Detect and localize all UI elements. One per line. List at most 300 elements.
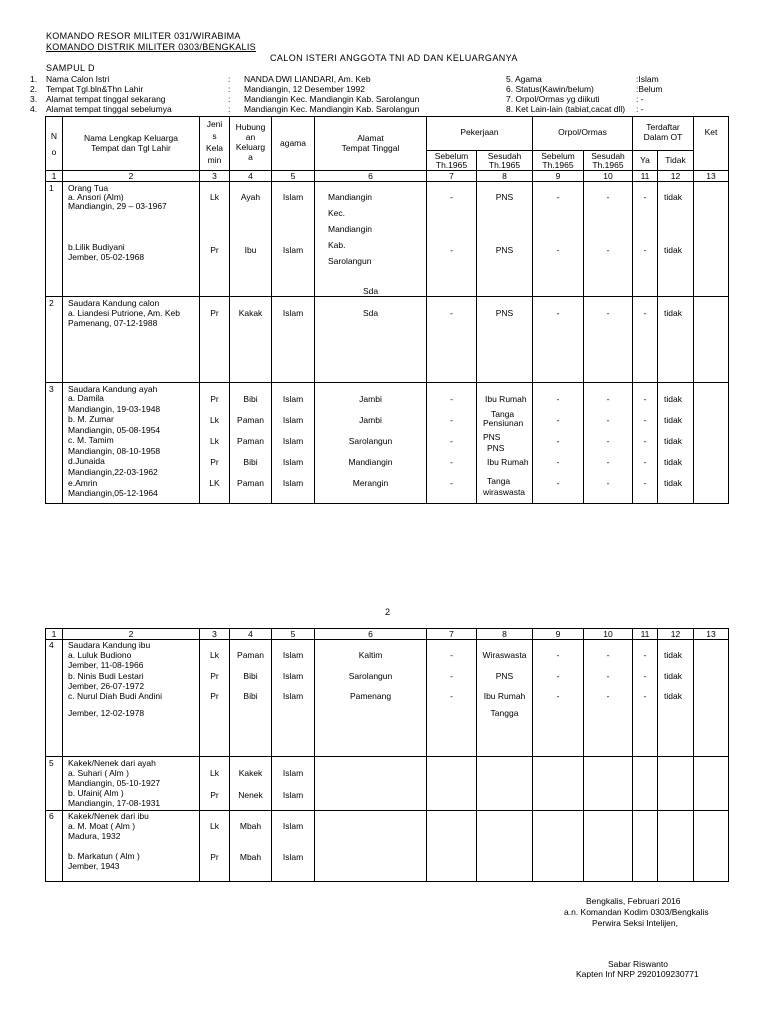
religion: Islam	[282, 671, 304, 681]
sub-sesudah	[584, 151, 632, 170]
relation: Mbah	[239, 821, 262, 831]
orpol-after: -	[606, 457, 610, 467]
orpol-after: -	[606, 671, 610, 681]
registered-ya: -	[643, 308, 647, 318]
info-right-value: : -	[636, 104, 644, 114]
col-num: 10	[584, 171, 633, 182]
header-text: an	[245, 132, 256, 142]
info-right-label: 7. Orpol/Ormas yg diikuti	[506, 94, 600, 104]
table-row	[46, 297, 729, 383]
orpol-after: -	[606, 394, 610, 404]
sign-place-date: Bengkalis, Februari 2016	[586, 896, 681, 906]
work-before: -	[450, 457, 453, 467]
col-num: 10	[584, 629, 633, 640]
header-text: Dalam OT	[643, 132, 683, 142]
col-num: 6	[315, 171, 427, 182]
col-num: 7	[427, 171, 477, 182]
document-title: CALON ISTERI ANGGOTA TNI AD DAN KELUARGANYA	[270, 53, 518, 63]
info-row	[0, 84, 768, 94]
group-title: Saudara Kandung ayah	[68, 384, 158, 394]
info-colon: :	[228, 74, 231, 84]
registered-tidak: tidak	[664, 245, 682, 255]
orpol-before: -	[556, 691, 560, 701]
info-row	[0, 94, 768, 104]
registered-tidak: tidak	[664, 394, 682, 404]
header-text: Th.1965	[592, 160, 624, 170]
work-after: PNS	[495, 192, 514, 202]
header-text: Orpol/Ormas	[558, 127, 607, 137]
header-text: Kela	[205, 143, 223, 153]
info-colon: :	[228, 94, 231, 104]
person-name: a. Luluk Budiono	[68, 650, 132, 660]
info-value: Mandiangin, 12 Desember 1992	[244, 84, 365, 94]
work-before: -	[450, 671, 453, 681]
person-name: a. Ansori (Alm)	[68, 192, 124, 202]
relation: Kakek	[238, 768, 263, 778]
work-after: Ibu Rumah	[483, 691, 526, 701]
table-row	[46, 182, 729, 297]
header-text: Th.1965	[542, 160, 574, 170]
table-row	[46, 640, 729, 757]
info-colon: :	[228, 84, 231, 94]
person-name: a. Damila	[68, 393, 104, 403]
work-after: Ibu Rumah	[485, 394, 527, 404]
address-line: Kab.	[328, 240, 346, 250]
column-number-row	[46, 171, 729, 182]
relation: Bibi	[243, 691, 258, 701]
registered-tidak: tidak	[664, 308, 682, 318]
col-num: 11	[633, 171, 658, 182]
col-num: 2	[63, 171, 200, 182]
registered-ya: -	[643, 671, 647, 681]
person-name: b. Ninis Budi Lestari	[68, 671, 144, 681]
info-label: Alamat tempat tinggal sekarang	[46, 94, 166, 104]
address-line: Mandiangin	[348, 457, 393, 467]
orpol-after: -	[606, 415, 610, 425]
work-after: PNS	[483, 432, 501, 442]
person-birth: Madura, 1932	[68, 831, 121, 841]
registered-ya: -	[643, 415, 647, 425]
orpol-before: -	[556, 192, 560, 202]
work-before: -	[450, 691, 453, 701]
gender: Pr	[210, 245, 219, 255]
registered-tidak: tidak	[664, 691, 682, 701]
col-num: 13	[694, 629, 729, 640]
group-title: Kakek/Nenek dari ayah	[68, 758, 156, 768]
sign-officer-title: Perwira Seksi Intelijen,	[592, 918, 678, 928]
orpol-after: -	[606, 436, 610, 446]
work-before: -	[450, 394, 453, 404]
work-after: Wiraswasta	[482, 650, 527, 660]
registered-ya: -	[643, 394, 647, 404]
orpol-before: -	[556, 671, 560, 681]
gender: Pr	[210, 308, 219, 318]
religion: Islam	[282, 650, 304, 660]
info-row	[0, 104, 768, 114]
col-num: 5	[272, 629, 315, 640]
header-text: Tidak	[665, 155, 686, 165]
address-line: Kec.	[328, 208, 346, 218]
sub-ya	[633, 151, 657, 170]
orpol-after: -	[606, 192, 610, 202]
info-value: Mandiangin Kec. Mandiangin Kab. Sarolangun	[244, 104, 420, 114]
col-num: 9	[533, 171, 584, 182]
orpol-after: -	[606, 245, 610, 255]
col-num: 11	[633, 629, 658, 640]
religion: Islam	[282, 457, 304, 467]
header-text: Pekerjaan	[460, 127, 499, 137]
work-after: Ibu Rumah	[487, 457, 529, 467]
orpol-before: -	[556, 478, 560, 488]
person-name: b.Lilik Budiyani	[68, 242, 125, 252]
col-num: 6	[315, 629, 427, 640]
header-text: o	[51, 147, 57, 157]
command-line-2: KOMANDO DISTRIK MILITER 0303/BENGKALIS	[46, 42, 256, 52]
orpol-before: -	[556, 308, 560, 318]
person-birth: Mandiangin, 05-10-1927	[68, 778, 161, 788]
relation: Bibi	[243, 457, 258, 467]
gender: Lk	[210, 650, 219, 660]
work-before: -	[450, 308, 453, 318]
religion: Islam	[282, 821, 304, 831]
person-name: a. Suhari ( Alm )	[68, 768, 129, 778]
family-names	[63, 182, 199, 296]
religion: Islam	[282, 394, 304, 404]
work-after: wiraswasta	[483, 487, 526, 497]
row-no: 4	[49, 640, 54, 650]
person-birth: Jember, 1943	[68, 861, 120, 871]
orpol-after: -	[606, 650, 610, 660]
orpol-before: -	[556, 394, 560, 404]
work-after: Pensiunan	[483, 418, 524, 428]
address-line: Pamenang	[349, 691, 392, 701]
address-line: Sarolangun	[348, 436, 393, 446]
religion: Islam	[282, 852, 304, 862]
registered-tidak: tidak	[664, 478, 682, 488]
family-table-page-2	[45, 628, 729, 882]
person-birth: Mandiangin, 29 – 03-1967	[68, 201, 167, 211]
person-birth: Jember, 11-08-1966	[68, 660, 144, 670]
person-birth: Mandiangin, 08-10-1958	[68, 446, 161, 456]
orpol-before: -	[556, 650, 560, 660]
gender: Pr	[210, 790, 219, 800]
registered-tidak: tidak	[664, 415, 682, 425]
header-pekerjaan	[427, 117, 532, 150]
header-text: Jeni	[206, 119, 223, 129]
header-text: Sesudah	[487, 151, 522, 161]
person-birth: Mandiangin, 05-08-1954	[68, 425, 161, 435]
address-line: Sda	[362, 286, 379, 296]
person-name: b. Ufaini( Alm )	[68, 788, 124, 798]
header-text: N	[50, 131, 58, 141]
orpol-after: -	[606, 308, 610, 318]
work-before: -	[450, 245, 453, 255]
col-num: 4	[230, 629, 272, 640]
address-line: Sarolangun	[348, 671, 393, 681]
address-line: Jambi	[359, 415, 382, 425]
info-value: NANDA DWI LIANDARI, Am. Keb	[244, 74, 371, 84]
work-after: PNS	[495, 308, 514, 318]
registered-tidak: tidak	[664, 671, 682, 681]
registered-ya: -	[643, 436, 647, 446]
orpol-before: -	[556, 245, 560, 255]
work-before: -	[450, 436, 453, 446]
person-birth: Jember, 05-02-1968	[68, 252, 145, 262]
col-num: 7	[427, 629, 477, 640]
gender: Lk	[210, 192, 219, 202]
work-after: PNS	[495, 671, 514, 681]
address-line: Jambi	[359, 394, 382, 404]
row-no: 2	[49, 298, 54, 308]
family-names	[63, 640, 199, 756]
person-birth: Mandiangin, 17-08-1931	[68, 798, 161, 808]
header-text: Alamat	[357, 133, 384, 143]
gender: Lk	[210, 415, 219, 425]
header-text: Keluarg	[235, 142, 266, 152]
row-no: 3	[49, 384, 54, 394]
info-right-label: 6. Status(Kawin/belum)	[506, 84, 594, 94]
header-text: Sebelum	[541, 151, 575, 161]
address-line: Kaltim	[358, 650, 383, 660]
person-name: c. Nurul Diah Budi Andini	[68, 691, 163, 701]
religion: Islam	[282, 192, 304, 202]
col-num: 5	[272, 171, 315, 182]
registered-tidak: tidak	[664, 457, 682, 467]
gender: Pr	[210, 457, 219, 467]
work-after: PNS	[495, 245, 514, 255]
orpol-after: -	[606, 691, 610, 701]
work-before: -	[450, 192, 453, 202]
sub-sebelum	[533, 151, 583, 170]
header-text: s	[212, 131, 217, 141]
gender: Lk	[210, 821, 219, 831]
header-text: Nama Lengkap Keluarga	[83, 133, 179, 143]
info-num: 4.	[30, 104, 38, 114]
relation: Bibi	[243, 671, 258, 681]
family-names	[63, 757, 199, 810]
religion: Islam	[282, 245, 304, 255]
header-text: Terdaftar	[646, 122, 680, 132]
header-terdaftar	[633, 117, 693, 150]
gender: Lk	[210, 436, 219, 446]
person-name: a. M. Moat ( Alm )	[68, 821, 136, 831]
sub-sebelum	[427, 151, 476, 170]
info-label: Tempat Tgl.bln&Thn Lahir	[46, 84, 144, 94]
col-num: 1	[46, 171, 63, 182]
col-num: 2	[63, 629, 200, 640]
group-title: Saudara Kandung ibu	[68, 640, 151, 650]
gender: Pr	[210, 671, 219, 681]
religion: Islam	[282, 436, 304, 446]
relation: Paman	[237, 415, 264, 425]
relation: Nenek	[238, 790, 263, 800]
relation: Ibu	[244, 245, 257, 255]
table-header-row	[46, 117, 729, 151]
header-text: Tempat Tinggal	[341, 143, 400, 153]
relation: Kakak	[238, 308, 263, 318]
relation: Bibi	[243, 394, 258, 404]
info-right-value: :Belum	[636, 84, 663, 94]
work-after: Tangga	[490, 708, 519, 718]
header-nama	[63, 117, 199, 169]
gender: Pr	[210, 852, 219, 862]
address-line: Mandiangin	[328, 224, 372, 234]
header-text: Ya	[640, 155, 650, 165]
row-no: 1	[49, 183, 54, 193]
header-text: Sebelum	[434, 151, 469, 161]
family-table-page-1	[45, 116, 729, 504]
work-before: -	[450, 415, 453, 425]
relation: Paman	[237, 650, 264, 660]
column-number-row	[46, 629, 729, 640]
orpol-before: -	[556, 415, 560, 425]
info-label: Alamat tempat tinggal sebelumya	[46, 104, 172, 114]
family-names	[63, 811, 199, 881]
registered-ya: -	[643, 245, 647, 255]
info-right-label: 8. Ket Lain-lain (tabiat,cacat dll)	[506, 104, 626, 114]
header-text: Tempat dan Tgl Lahir	[91, 143, 171, 153]
person-name: b. M. Zumar	[68, 414, 114, 424]
col-num: 3	[200, 629, 230, 640]
person-birth: Jember, 12-02-1978	[68, 708, 145, 718]
col-num: 12	[658, 629, 694, 640]
group-title: Orang Tua	[68, 183, 109, 193]
row-no: 5	[49, 758, 54, 768]
header-jenis-kelamin	[200, 117, 229, 169]
relation: Mbah	[239, 852, 262, 862]
signer-rank-nrp: Kapten Inf NRP 2920109230771	[576, 969, 699, 979]
group-title: Kakek/Nenek dari ibu	[68, 811, 149, 821]
address-line: Sda	[362, 308, 379, 318]
gender: Pr	[210, 394, 219, 404]
person-name: e.Amrin	[68, 478, 98, 488]
command-line-1: KOMANDO RESOR MILITER 031/WIRABIMA	[46, 31, 241, 41]
header-orpol	[533, 117, 632, 150]
person-name: a. Liandesi Putrione, Am. Keb	[68, 308, 180, 318]
info-row	[0, 74, 768, 84]
col-num: 9	[533, 629, 584, 640]
header-text: a	[248, 152, 253, 162]
info-right-value: : -	[636, 94, 644, 104]
address	[315, 182, 426, 296]
header-text: Hubung	[235, 122, 266, 132]
col-num: 8	[477, 171, 533, 182]
person-name: c. M. Tamim	[68, 435, 114, 445]
address-line: Mandiangin	[328, 192, 372, 202]
info-num: 2.	[30, 84, 38, 94]
orpol-after: -	[606, 478, 610, 488]
table-row	[46, 383, 729, 504]
religion: Islam	[282, 768, 304, 778]
info-colon: :	[228, 104, 231, 114]
info-right-value: :Islam	[636, 74, 659, 84]
registered-ya: -	[643, 457, 647, 467]
work-after: Tanga	[487, 476, 511, 486]
col-num: 8	[477, 629, 533, 640]
religion: Islam	[282, 415, 304, 425]
work-before: -	[450, 650, 453, 660]
header-hubungan	[230, 117, 271, 169]
religion: Islam	[282, 691, 304, 701]
header-text: Ket	[704, 127, 718, 137]
gender: Lk	[210, 768, 219, 778]
col-num: 3	[200, 171, 230, 182]
sign-on-behalf: a.n. Komandan Kodim 0303/Bengkalis	[564, 907, 709, 917]
registered-ya: -	[643, 478, 647, 488]
sub-tidak	[658, 151, 693, 170]
info-label: Nama Calon Istri	[46, 74, 110, 84]
registered-ya: -	[643, 691, 647, 701]
group-title: Saudara Kandung calon	[68, 298, 160, 308]
religion: Islam	[282, 790, 304, 800]
header-ket	[694, 117, 728, 169]
col-num: 4	[230, 171, 272, 182]
header-no	[46, 117, 62, 169]
person-birth: Jember, 26-07-1972	[68, 681, 145, 691]
col-num: 12	[658, 171, 694, 182]
col-num: 13	[694, 171, 729, 182]
work-after: PNS	[487, 443, 505, 453]
family-names	[63, 383, 199, 503]
orpol-before: -	[556, 457, 560, 467]
header-text: agama	[280, 138, 306, 148]
relation: Paman	[237, 478, 264, 488]
header-text: Sesudah	[591, 151, 625, 161]
gender: LK	[209, 478, 220, 488]
address-line: Merangin	[352, 478, 389, 488]
religion: Islam	[282, 308, 304, 318]
work-after-list	[477, 383, 532, 503]
header-agama	[272, 117, 314, 169]
page-number: 2	[385, 607, 391, 617]
sub-sesudah	[477, 151, 532, 170]
sampul-label: SAMPUL D	[46, 63, 95, 73]
registered-tidak: tidak	[664, 436, 682, 446]
info-value: Mandiangin Kec. Mandiangin Kab. Sarolangun	[244, 94, 420, 104]
table-row	[46, 757, 729, 811]
registered-tidak: tidak	[664, 192, 682, 202]
work-before: -	[450, 478, 453, 488]
registered-ya: -	[643, 650, 647, 660]
info-right-label: 5. Agama	[506, 74, 542, 84]
relation: Ayah	[240, 192, 261, 202]
header-text: Th.1965	[435, 160, 468, 170]
address-line: Sarolangun	[328, 256, 372, 266]
info-num: 1.	[30, 74, 38, 84]
person-birth: Mandiangin,05-12-1964	[68, 488, 158, 498]
work-after: Tanga	[491, 409, 515, 419]
family-names	[63, 297, 199, 382]
person-birth: Pamenang, 07-12-1988	[68, 318, 158, 328]
col-num: 1	[46, 629, 63, 640]
person-birth: Mandiangin, 19-03-1948	[68, 404, 161, 414]
header-text: Th.1965	[488, 160, 521, 170]
religion: Islam	[282, 478, 304, 488]
registered-ya: -	[643, 192, 647, 202]
person-birth: Mandiangin,22-03-1962	[68, 467, 158, 477]
info-num: 3.	[30, 94, 38, 104]
header-text: min	[207, 155, 222, 165]
orpol-before: -	[556, 436, 560, 446]
table-row	[46, 811, 729, 882]
person-name: d.Junaida	[68, 456, 105, 466]
registered-tidak: tidak	[664, 650, 682, 660]
signer-name: Sabar Riswanto	[608, 959, 669, 969]
gender: Pr	[210, 691, 219, 701]
relation: Paman	[237, 436, 264, 446]
person-name: b. Markatun ( Alm )	[68, 851, 140, 861]
header-alamat	[315, 117, 426, 169]
